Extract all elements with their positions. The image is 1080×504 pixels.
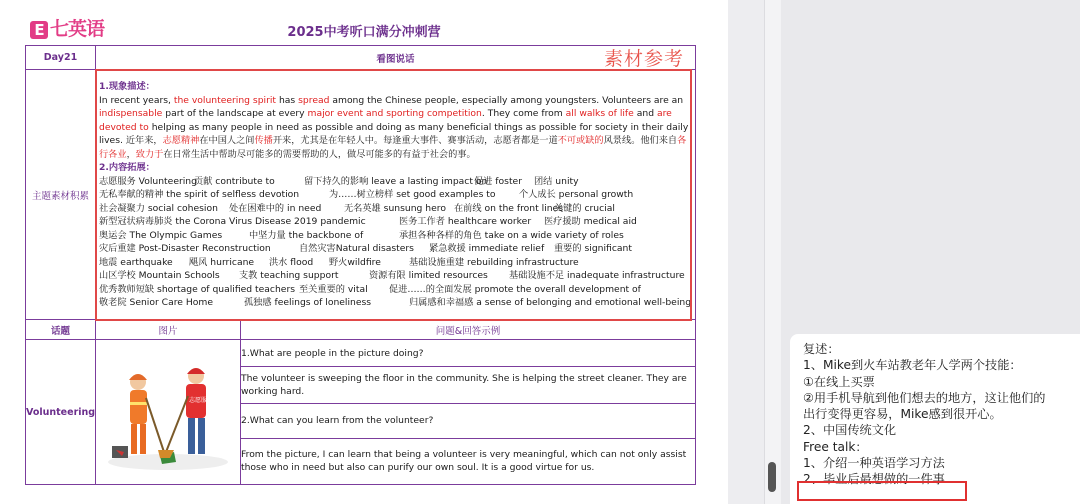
vocab-row <box>99 242 695 256</box>
vocab-item: 紧急救援 immediate relief <box>429 243 545 255</box>
lesson-table <box>25 45 696 485</box>
vocab-item: 基础设施重建 rebuilding infrastructure <box>409 256 579 268</box>
vocab-item: 中坚力量 the backbone of <box>249 229 364 241</box>
notes-line: 1、Mike到火车站教老年人学两个技能： <box>803 358 1022 373</box>
vocab-item: 无名英雄 sunsung hero <box>344 202 446 214</box>
picture-cell <box>96 340 241 485</box>
vocab-item: 地震 earthquake <box>99 256 173 268</box>
vocab-item: 留下持久的影响 leave a lasting impact on <box>304 175 488 187</box>
notes-highlight-box <box>797 481 967 501</box>
topic-header: 话题 <box>26 320 96 340</box>
vocab-item: 野火wildfire <box>329 256 381 268</box>
vocab-row <box>99 283 695 297</box>
vocab-list <box>99 175 695 310</box>
page-title: 2025中考听口满分冲刺营 <box>287 25 441 40</box>
vocab-item: 社会凝聚力 social cohesion <box>99 202 218 214</box>
qa-header: 问题&回答示例 <box>241 320 696 340</box>
vocab-item: 飓风 hurricane <box>189 256 255 268</box>
vocab-item: 处在困难中的 in need <box>229 202 322 214</box>
section-title: 看图说话 <box>96 46 696 70</box>
vocab-item: 团结 unity <box>534 175 579 187</box>
vocab-row <box>99 296 695 310</box>
vocab-item: 基础设施不足 inadequate infrastructure <box>509 270 685 282</box>
notes-line: 出行变得更容易，Mike感到很开心。 <box>803 407 1002 422</box>
svg-text:志愿服务: 志愿服务 <box>189 397 214 404</box>
material-row-label: 主题素材积累 <box>26 70 96 320</box>
vocab-item: 奥运会 The Olympic Games <box>99 229 223 241</box>
vocab-item: 承担各种各样的角色 take on a wide variety of roles <box>399 229 624 241</box>
vocab-item: 归属感和幸福感 a sense of belonging and emotional well-being <box>409 297 692 309</box>
vocab-row <box>99 202 695 216</box>
picture-header: 图片 <box>96 320 241 340</box>
brand-logo: E 七英语 <box>30 14 104 41</box>
topic-name: Volunteering <box>26 340 96 485</box>
vocab-row <box>99 229 695 243</box>
vocab-item: 志愿服务 Volunteering <box>99 175 197 187</box>
phenomenon-paragraph: In recent years, the volunteering spirit has spread among the Chinese people, especially among youngsters. Volunteers are an indispensable part of the landscape at every major event and sporting competition. They come from all walks of life and are devoted to helping as many people in need as possible and doing as many beneficial things as possible for society in their daily lives. 近年来，志愿精神在中国人之间传播开来，尤其是在年轻人中。每逢重大事件、赛事活动，志愿者都是一道不可或缺的风景线。他们来自各行各业，致力于在日常生活中帮助尽可能多的需要帮助的人，做尽可能多的有益于社会的事。 <box>99 94 689 160</box>
volunteer-figure <box>158 368 213 458</box>
material-cell <box>96 70 696 320</box>
scrollbar-thumb[interactable] <box>768 462 776 492</box>
vocab-item: 支教 teaching support <box>239 270 339 282</box>
answer-2: From the picture, I can learn that being a volunteer is very meaningful, which can not only assist those who in need but also can purify our own soul. It is a good virtue for us. <box>241 438 696 484</box>
notes-line: 复述： <box>803 342 840 356</box>
material-content <box>96 76 695 313</box>
vocab-item: 资源有限 limited resources <box>369 270 488 282</box>
vocab-item: 促进……的全面发展 promote the overall development of <box>389 283 641 295</box>
vocab-item: 无私奉献的精神 the spirit of selfless devotion <box>99 189 300 201</box>
vocab-item: 医务工作者 healthcare worker <box>399 216 532 228</box>
vocab-row <box>99 269 695 283</box>
notes-line: 1、介绍一种英语学习方法 <box>803 456 945 471</box>
vocab-item: 医疗援助 medical aid <box>544 216 637 228</box>
notes-line: ②用手机导航到他们想去的地方，这让他们的 <box>803 390 1046 405</box>
vocab-row <box>99 256 695 270</box>
notes-line: ①在线上买票 <box>803 374 875 389</box>
vocab-row <box>99 175 695 189</box>
vocab-item: 洪水 flood <box>269 256 314 268</box>
answer-1: The volunteer is sweeping the floor in the community. She is helping the street cleaner. They are working hard. <box>241 367 696 404</box>
vocab-item: 促进 foster <box>474 175 522 187</box>
vocab-item: 在前线 on the front lines <box>454 202 563 214</box>
notes-line: Free talk： <box>803 439 868 454</box>
logo-text: 七英语 <box>50 18 105 40</box>
scrollbar-track[interactable] <box>764 0 781 504</box>
notes-text <box>803 341 1046 488</box>
vocab-item: 灾后重建 Post-Disaster Reconstruction <box>99 243 271 255</box>
vocab-item: 优秀教师短缺 shortage of qualified teachers <box>99 283 296 295</box>
question-1: 1.What are people in the picture doing? <box>241 340 696 367</box>
question-2: 2.What can you learn from the volunteer? <box>241 404 696 438</box>
day-label: Day21 <box>26 46 96 70</box>
vocab-item: 关键的 crucial <box>554 202 615 214</box>
vocab-item: 重要的 significant <box>554 243 632 255</box>
extension-heading: 2.内容拓展： <box>99 162 155 174</box>
vocab-item: 山区学校 Mountain Schools <box>99 270 220 282</box>
vocab-item: 个人成长 personal growth <box>519 189 634 201</box>
volunteer-illustration <box>96 340 239 480</box>
vocab-item: 至关重要的 vital <box>299 283 368 295</box>
vocab-row <box>99 188 695 202</box>
vocab-item: 孤独感 feelings of loneliness <box>244 297 372 309</box>
phenomenon-heading: 1.现象描述： <box>99 81 155 93</box>
vocab-item: 敬老院 Senior Care Home <box>99 297 213 309</box>
dustpan-icon <box>112 446 128 458</box>
notes-line: 2、毕业后最想做的一件事 <box>803 472 945 487</box>
vocab-item: 为……树立榜样 set good examples to <box>329 189 496 201</box>
vocab-row <box>99 215 695 229</box>
vocab-item: 新型冠状病毒肺炎 the Corona Virus Disease 2019 pandemic <box>99 216 366 228</box>
reference-stamp: 素材参考 <box>604 48 685 70</box>
notes-line: 2、中国传统文化 <box>803 423 897 438</box>
vocab-item: 自然灾害Natural disasters <box>299 243 414 255</box>
vocab-item: 贡献 contribute to <box>194 175 275 187</box>
